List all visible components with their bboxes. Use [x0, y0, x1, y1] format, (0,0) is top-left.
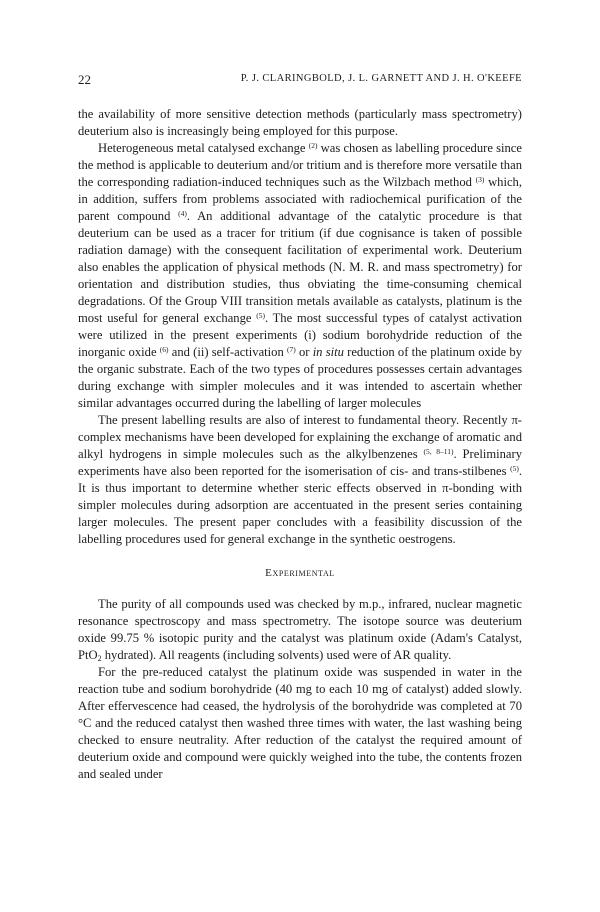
- text-run: The purity of all compounds used was checked by m.p., infrared, nuclear magnetic resonance spectroscopy and mass spectrometry. The isotope source was deuterium oxide 99.75 % isotopic purity and the catalyst was platinum oxide (Adam's Catalyst, PtO: [78, 597, 522, 662]
- citation-ref: (5): [256, 311, 265, 320]
- text-run: . It is thus important to determine whether steric effects observed in π-bonding with simpler molecules during adsorption are accentuated in the present series containing larger molecules. The present paper concludes with a feasibility discussion of the labelling procedures used for general exchange in the synthetic oestrogens.: [78, 464, 522, 546]
- text-run: or: [295, 345, 313, 359]
- text-run: hydrated). All reagents (including solvents) used were of AR quality.: [101, 648, 452, 662]
- text-run: reduction of the platinum oxide by the organic substrate. Each of the two types of procedures possesses certain advantages during exchange with simpler molecules and it was intended to ascertain whether similar advantages occurred during the labelling of larger molecules: [78, 345, 523, 410]
- text-run: . Preliminary experiments have also been reported for the isomerisation of cis- and trans-stilbenes: [78, 447, 522, 478]
- section-heading-experimental: Experimental: [265, 567, 335, 579]
- citation-ref: (6): [159, 345, 169, 354]
- italic-term: in situ: [312, 345, 344, 359]
- article-body: [78, 106, 522, 783]
- text-run: Heterogeneous metal catalysed exchange: [98, 141, 309, 155]
- paragraph-catalyst-prep: For the pre-reduced catalyst the platinum oxide was suspended in water in the reaction tube and sodium borohydride (40 mg to each 10 mg of catalyst) added slowly. After effervescence had ceased, the hydrolysis of the borohydride was completed at 70 °C and the reduced catalyst then washed three times with water, the last washing being checked to ensure neutrality. After reduction of the catalyst the required amount of deuterium oxide and compound were quickly weighed into the tube, the contents frozen and sealed under: [78, 665, 522, 781]
- paragraph-continuation: the availability of more sensitive detection methods (particularly mass spectrometry) deuterium also is increasingly being employed for this purpose.: [78, 107, 522, 138]
- citation-ref: (5, 8–11): [423, 447, 454, 456]
- text-run: which, in addition, suffers from problems associated with radiochemical purification of the parent compound: [78, 175, 522, 223]
- text-run: . The most successful types of catalyst activation were utilized in the present experiments (i) sodium borohydride reduction of the inorganic oxide: [78, 311, 522, 359]
- text-run: The present labelling results are also of interest to fundamental theory. Recently π-complex mechanisms have been developed for explaining the exchange of aromatic and alkyl hydrogens in simple molecules such as the alkylbenzenes: [78, 413, 522, 461]
- citation-ref: (5): [510, 464, 519, 473]
- text-run: and (ii) self-activation: [168, 345, 287, 359]
- page-number: 22: [78, 72, 91, 87]
- subscript: 2: [97, 654, 102, 663]
- paragraph-labelling-procedure: [78, 140, 522, 412]
- text-run: . An additional advantage of the catalytic procedure is that deuterium can be used as a tracer for tritium (if due cognisance is taken of possible radiation damage) with the consequent facilitation of experimental work. Deuterium also enables the application of physical methods (N. M. R. and mass spectrometry) for orientation and distribution studies, thus obviating the time-consuming chemical degradations. Of the Group VIII transition metals available as catalysts, platinum is the most useful for general exchange: [78, 209, 522, 325]
- text-run: was chosen as labelling procedure since the method is applicable to deuterium and/or tritium and is therefore more versatile than the corresponding radiation-induced techniques such as the Wilzbach method: [78, 141, 522, 189]
- citation-ref: (2): [308, 141, 318, 150]
- citation-ref: (4): [178, 209, 187, 218]
- paragraph-materials: [78, 596, 522, 664]
- citation-ref: (3): [475, 175, 485, 184]
- running-head: P. J. CLARINGBOLD, J. L. GARNETT AND J. H. O'KEEFE: [240, 73, 522, 84]
- page-header: [78, 72, 522, 88]
- citation-ref: (7): [287, 345, 296, 354]
- paragraph-theory: [78, 412, 522, 548]
